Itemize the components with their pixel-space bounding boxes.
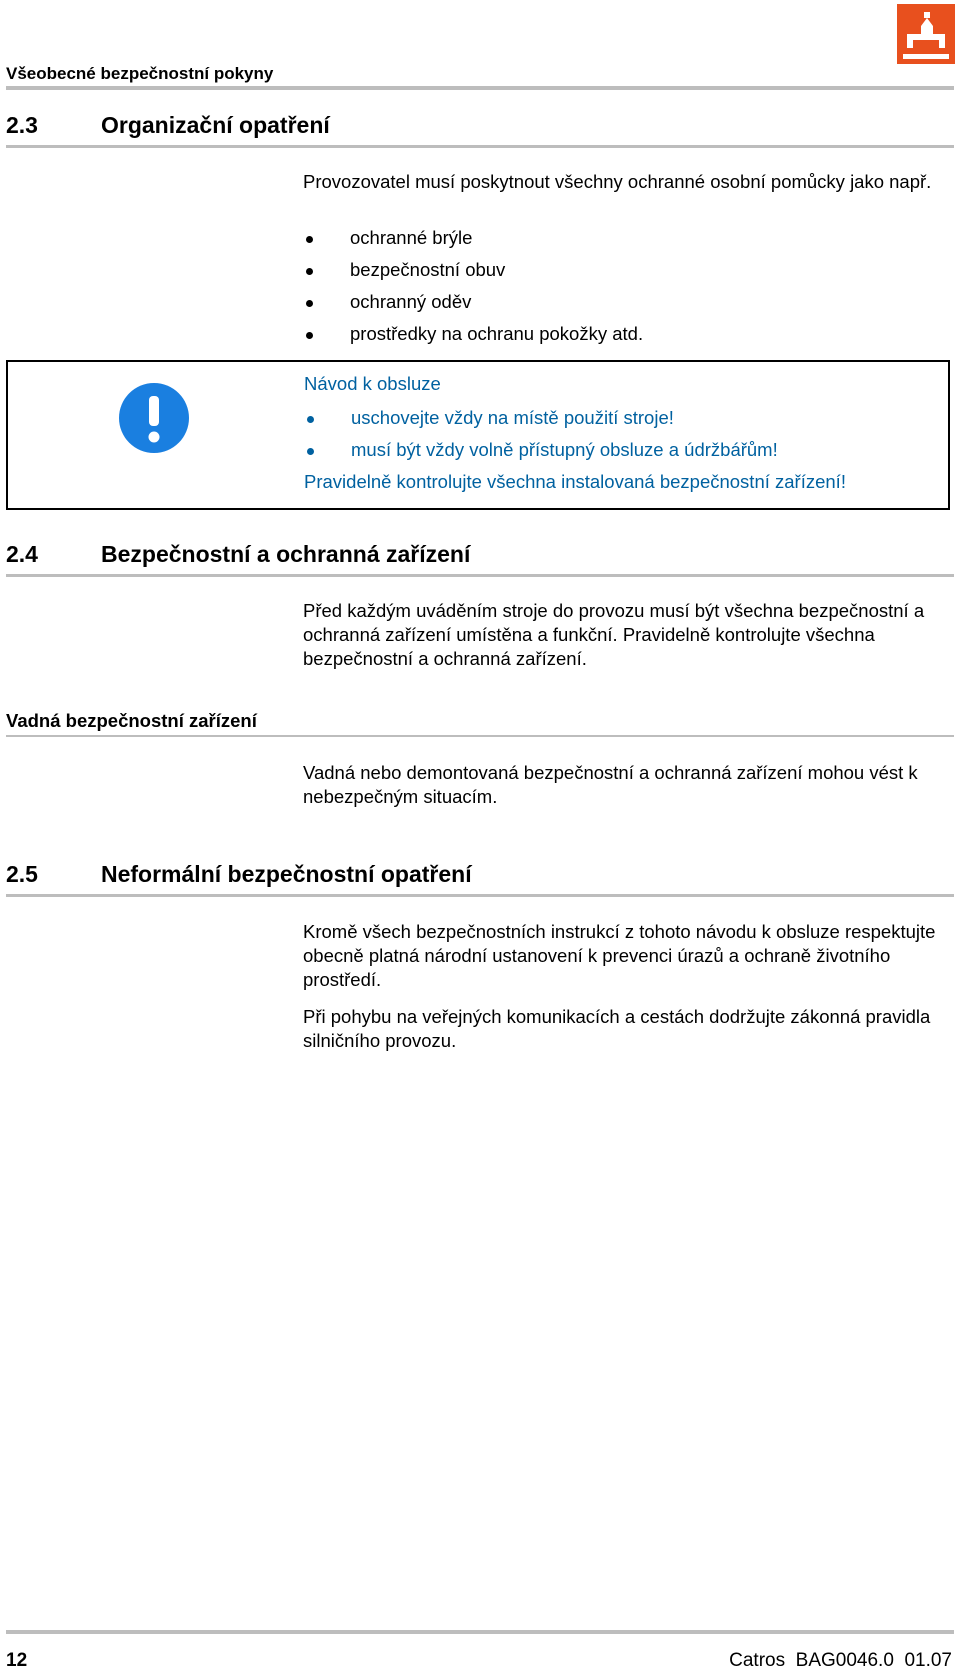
footer-divider [6, 1630, 954, 1634]
section-number: 2.5 [6, 861, 38, 887]
safety-devices-paragraph: Před každým uváděním stroje do provozu musí být všechna bezpečnostní a ochranná zařízení umístěna a funkční. Pravidelně kontrolujte všechna bezpečnostní a ochranná zařízení. [303, 600, 925, 669]
running-header-title: Všeobecné bezpečnostní pokyny [6, 64, 274, 83]
list-item: bezpečnostní obuv [303, 258, 943, 290]
section-number: 2.4 [6, 541, 38, 567]
notice-title: Návod k obsluze [304, 373, 441, 394]
notice-box [6, 360, 950, 510]
header-divider [6, 86, 954, 90]
list-item: ochranné brýle [303, 226, 943, 258]
document-reference: Catros BAG0046.0 01.07 [729, 1650, 952, 1671]
bullet-icon [306, 268, 313, 275]
bullet-icon [307, 416, 314, 423]
section-divider [6, 574, 954, 577]
bullet-icon [306, 332, 313, 339]
exclamation-circle-icon [118, 382, 190, 454]
ppe-list [303, 226, 943, 354]
intro-paragraph: Provozovatel musí poskytnout všechny ochranné osobní pomůcky jako např. [303, 171, 932, 192]
notice-list [304, 406, 944, 470]
informal-measures-paragraph: Kromě všech bezpečnostních instrukcí z tohoto návodu k obsluze respektujte obecně platná národní ustanovení k prevenci úrazů a ochraně životního prostředí. [303, 921, 936, 990]
list-item: ochranný oděv [303, 290, 943, 322]
bullet-icon [306, 300, 313, 307]
bullet-icon [306, 236, 313, 243]
bullet-icon [307, 448, 314, 455]
defective-devices-paragraph: Vadná nebo demontovaná bezpečnostní a ochranná zařízení mohou vést k nebezpečným situacím. [303, 762, 918, 807]
section-title: Organizační opatření [101, 112, 330, 138]
side-heading: Vadná bezpečnostní zařízení [6, 710, 257, 731]
list-item: prostředky na ochranu pokožky atd. [303, 322, 943, 354]
traffic-rules-paragraph: Při pohybu na veřejných komunikacích a cestách dodržujte zákonná pravidla silničního provozu. [303, 1006, 931, 1051]
page-number: 12 [6, 1650, 28, 1671]
notice-closing: Pravidelně kontrolujte všechna instalovaná bezpečnostní zařízení! [304, 471, 846, 492]
section-number: 2.3 [6, 112, 38, 138]
sub-divider [6, 735, 954, 737]
section-divider [6, 145, 954, 148]
section-divider [6, 894, 954, 897]
list-item: uschovejte vždy na místě použití stroje! [304, 406, 944, 438]
amazone-logo [897, 4, 955, 64]
section-title: Neformální bezpečnostní opatření [101, 861, 472, 887]
section-title: Bezpečnostní a ochranná zařízení [101, 541, 471, 567]
list-item: musí být vždy volně přístupný obsluze a údržbářům! [304, 438, 944, 470]
